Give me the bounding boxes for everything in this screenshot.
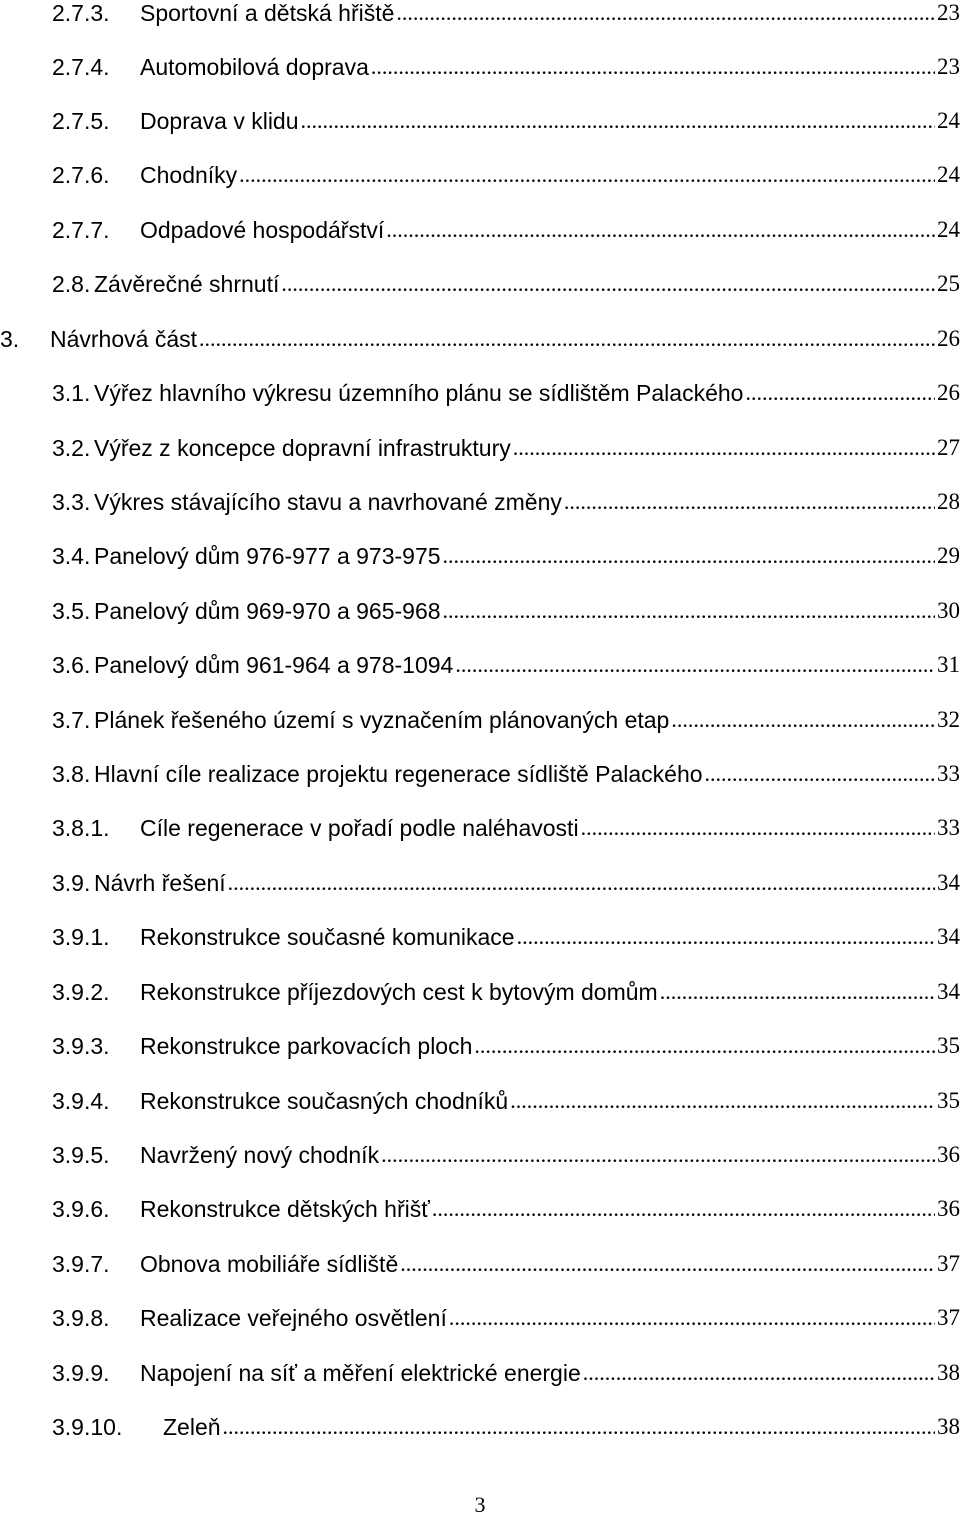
toc-entry-title: Navržený nový chodník [140, 1142, 380, 1168]
toc-entry-title: Panelový dům 969-970 a 965-968 [94, 598, 441, 624]
toc-entry-page: 23 [937, 54, 960, 79]
toc-entry-page: 27 [937, 435, 960, 460]
toc-entry-title: Chodníky [140, 162, 238, 188]
toc-dot-leader [705, 759, 935, 789]
toc-entry[interactable] [52, 868, 960, 898]
toc-entry[interactable] [52, 269, 960, 299]
toc-dot-leader [301, 106, 935, 136]
toc-entry-page: 31 [937, 652, 960, 677]
toc-entry-page: 29 [937, 543, 960, 568]
toc-dot-leader [513, 433, 935, 463]
toc-entry[interactable] [52, 541, 960, 571]
toc-entry-number: 3.5. [52, 598, 91, 624]
toc-dot-leader [660, 977, 935, 1007]
toc-dot-leader [517, 922, 935, 952]
toc-dot-leader [671, 705, 935, 735]
toc-entry-number: 2.7.5. [52, 108, 110, 134]
toc-entry-title: Rekonstrukce příjezdových cest k bytovým domům [140, 979, 658, 1005]
toc-entry-page: 37 [937, 1251, 960, 1276]
toc-dot-leader [199, 324, 935, 354]
toc-entry-page: 33 [937, 761, 960, 786]
toc-entry-title: Cíle regenerace v pořadí podle naléhavosti [140, 815, 579, 841]
toc-entry-page: 33 [937, 815, 960, 840]
toc-dot-leader [223, 1412, 935, 1442]
toc-entry[interactable] [52, 705, 960, 735]
toc-entry[interactable] [52, 52, 960, 82]
toc-entry-title: Panelový dům 961-964 a 978-1094 [94, 652, 454, 678]
toc-dot-leader [581, 813, 935, 843]
toc-entry-page: 38 [937, 1360, 960, 1385]
toc-entry[interactable] [52, 977, 960, 1007]
toc-entry-title: Odpadové hospodářství [140, 217, 385, 243]
toc-entry-title: Obnova mobiliáře sídliště [140, 1251, 399, 1277]
toc-dot-leader [455, 650, 935, 680]
toc-entry[interactable] [52, 813, 960, 843]
toc-entry-page: 28 [937, 489, 960, 514]
toc-entry-page: 24 [937, 108, 960, 133]
toc-entry[interactable] [52, 1249, 960, 1279]
toc-entry-number: 3.8.1. [52, 815, 110, 841]
toc-entry-page: 24 [937, 217, 960, 242]
toc-entry-page: 38 [937, 1414, 960, 1439]
toc-dot-leader [396, 0, 935, 28]
toc-entry-page: 32 [937, 707, 960, 732]
toc-entry-number: 2.7.3. [52, 0, 110, 26]
toc-entry[interactable] [52, 1086, 960, 1116]
toc-entry-page: 30 [937, 598, 960, 623]
toc-entry-number: 3. [0, 326, 20, 352]
toc-entry[interactable] [52, 160, 960, 190]
toc-entry[interactable] [52, 1303, 960, 1333]
toc-entry-title: Hlavní cíle realizace projektu regenerace sídliště Palackého [94, 761, 703, 787]
toc-entry-title: Výřez z koncepce dopravní infrastruktury [94, 435, 511, 461]
toc-dot-leader [474, 1031, 935, 1061]
toc-dot-leader [583, 1358, 935, 1388]
toc-entry-number: 3.9.4. [52, 1088, 110, 1114]
toc-entry[interactable] [52, 1358, 960, 1388]
toc-entry[interactable] [52, 759, 960, 789]
toc-entry-title: Napojení na síť a měření elektrické energie [140, 1360, 581, 1386]
toc-entry-number: 3.9.9. [52, 1360, 110, 1386]
toc-entry-page: 34 [937, 924, 960, 949]
toc-entry-number: 3.9.2. [52, 979, 110, 1005]
toc-entry-number: 2.7.7. [52, 217, 110, 243]
toc-entry[interactable] [52, 433, 960, 463]
toc-dot-leader [281, 269, 935, 299]
toc-entry-page: 26 [937, 326, 960, 351]
toc-entry-number: 3.4. [52, 543, 91, 569]
toc-dot-leader [745, 378, 935, 408]
toc-entry[interactable] [52, 106, 960, 136]
toc-dot-leader [443, 541, 935, 571]
toc-entry-title: Návrh řešení [94, 870, 226, 896]
toc-entry-title: Sportovní a dětská hřiště [140, 0, 395, 26]
toc-entry-number: 3.9.8. [52, 1305, 110, 1331]
toc-entry[interactable] [52, 0, 960, 28]
toc-entry-number: 3.9.5. [52, 1142, 110, 1168]
toc-entry-page: 36 [937, 1142, 960, 1167]
toc-entry-page: 37 [937, 1305, 960, 1330]
toc-entry[interactable] [52, 1140, 960, 1170]
toc-entry[interactable] [52, 1031, 960, 1061]
toc-entry-page: 35 [937, 1033, 960, 1058]
toc-entry-page: 34 [937, 870, 960, 895]
toc-dot-leader [449, 1303, 935, 1333]
toc-entry-title: Rekonstrukce současných chodníků [140, 1088, 509, 1114]
toc-entry-title: Rekonstrukce dětských hřišť [140, 1196, 430, 1222]
toc-entry-number: 3.9.10. [52, 1414, 123, 1440]
toc-entry-number: 3.9.6. [52, 1196, 110, 1222]
toc-entry[interactable] [52, 922, 960, 952]
toc-entry-page: 35 [937, 1088, 960, 1113]
toc-dot-leader [386, 215, 935, 245]
toc-entry-number: 3.9. [52, 870, 91, 896]
toc-entry-page: 34 [937, 979, 960, 1004]
toc-entry-title: Automobilová doprava [140, 54, 369, 80]
toc-entry-title: Zeleň [163, 1414, 221, 1440]
toc-entry-title: Návrhová část [50, 326, 198, 352]
toc-entry[interactable] [52, 378, 960, 408]
toc-entry-page: 23 [937, 0, 960, 25]
toc-entry-number: 3.6. [52, 652, 91, 678]
toc-entry-title: Rekonstrukce současné komunikace [140, 924, 515, 950]
toc-entry-title: Panelový dům 976-977 a 973-975 [94, 543, 441, 569]
toc-entry-number: 3.9.7. [52, 1251, 110, 1277]
toc-entry[interactable] [52, 650, 960, 680]
toc-entry[interactable] [52, 1412, 960, 1442]
toc-entry[interactable] [52, 215, 960, 245]
toc-entry-title: Výkres stávajícího stavu a navrhované změny [94, 489, 562, 515]
toc-entry-number: 3.8. [52, 761, 91, 787]
toc-entry-title: Výřez hlavního výkresu územního plánu se sídlištěm Palackého [94, 380, 744, 406]
toc-entry-title: Plánek řešeného území s vyznačením plánovaných etap [94, 707, 670, 733]
toc-dot-leader [443, 596, 935, 626]
toc-dot-leader [510, 1086, 935, 1116]
toc-entry[interactable] [52, 596, 960, 626]
toc-dot-leader [432, 1194, 935, 1224]
toc-entry-title: Rekonstrukce parkovacích ploch [140, 1033, 473, 1059]
toc-entry-number: 3.3. [52, 489, 91, 515]
toc-entry-number: 3.1. [52, 380, 91, 406]
toc-entry-number: 2.7.6. [52, 162, 110, 188]
toc-entry-number: 3.9.3. [52, 1033, 110, 1059]
toc-dot-leader [564, 487, 935, 517]
toc-entry-number: 2.7.4. [52, 54, 110, 80]
toc-entry-page: 25 [937, 271, 960, 296]
toc-entry-page: 36 [937, 1196, 960, 1221]
toc-dot-leader [371, 52, 935, 82]
toc-entry-number: 3.2. [52, 435, 91, 461]
toc-dot-leader [381, 1140, 935, 1170]
toc-entry-title: Doprava v klidu [140, 108, 299, 134]
toc-entry-number: 2.8. [52, 271, 91, 297]
toc-entry-number: 3.7. [52, 707, 91, 733]
toc-entry[interactable] [52, 487, 960, 517]
toc-entry[interactable] [0, 324, 960, 354]
toc-dot-leader [228, 868, 935, 898]
toc-entry[interactable] [52, 1194, 960, 1224]
toc-dot-leader [239, 160, 935, 190]
toc-entry-number: 3.9.1. [52, 924, 110, 950]
toc-entry-page: 26 [937, 380, 960, 405]
toc-entry-title: Závěrečné shrnutí [94, 271, 280, 297]
toc-entry-title: Realizace veřejného osvětlení [140, 1305, 447, 1331]
page-number: 3 [474, 1492, 486, 1517]
toc-entry-page: 24 [937, 162, 960, 187]
toc-dot-leader [400, 1249, 935, 1279]
